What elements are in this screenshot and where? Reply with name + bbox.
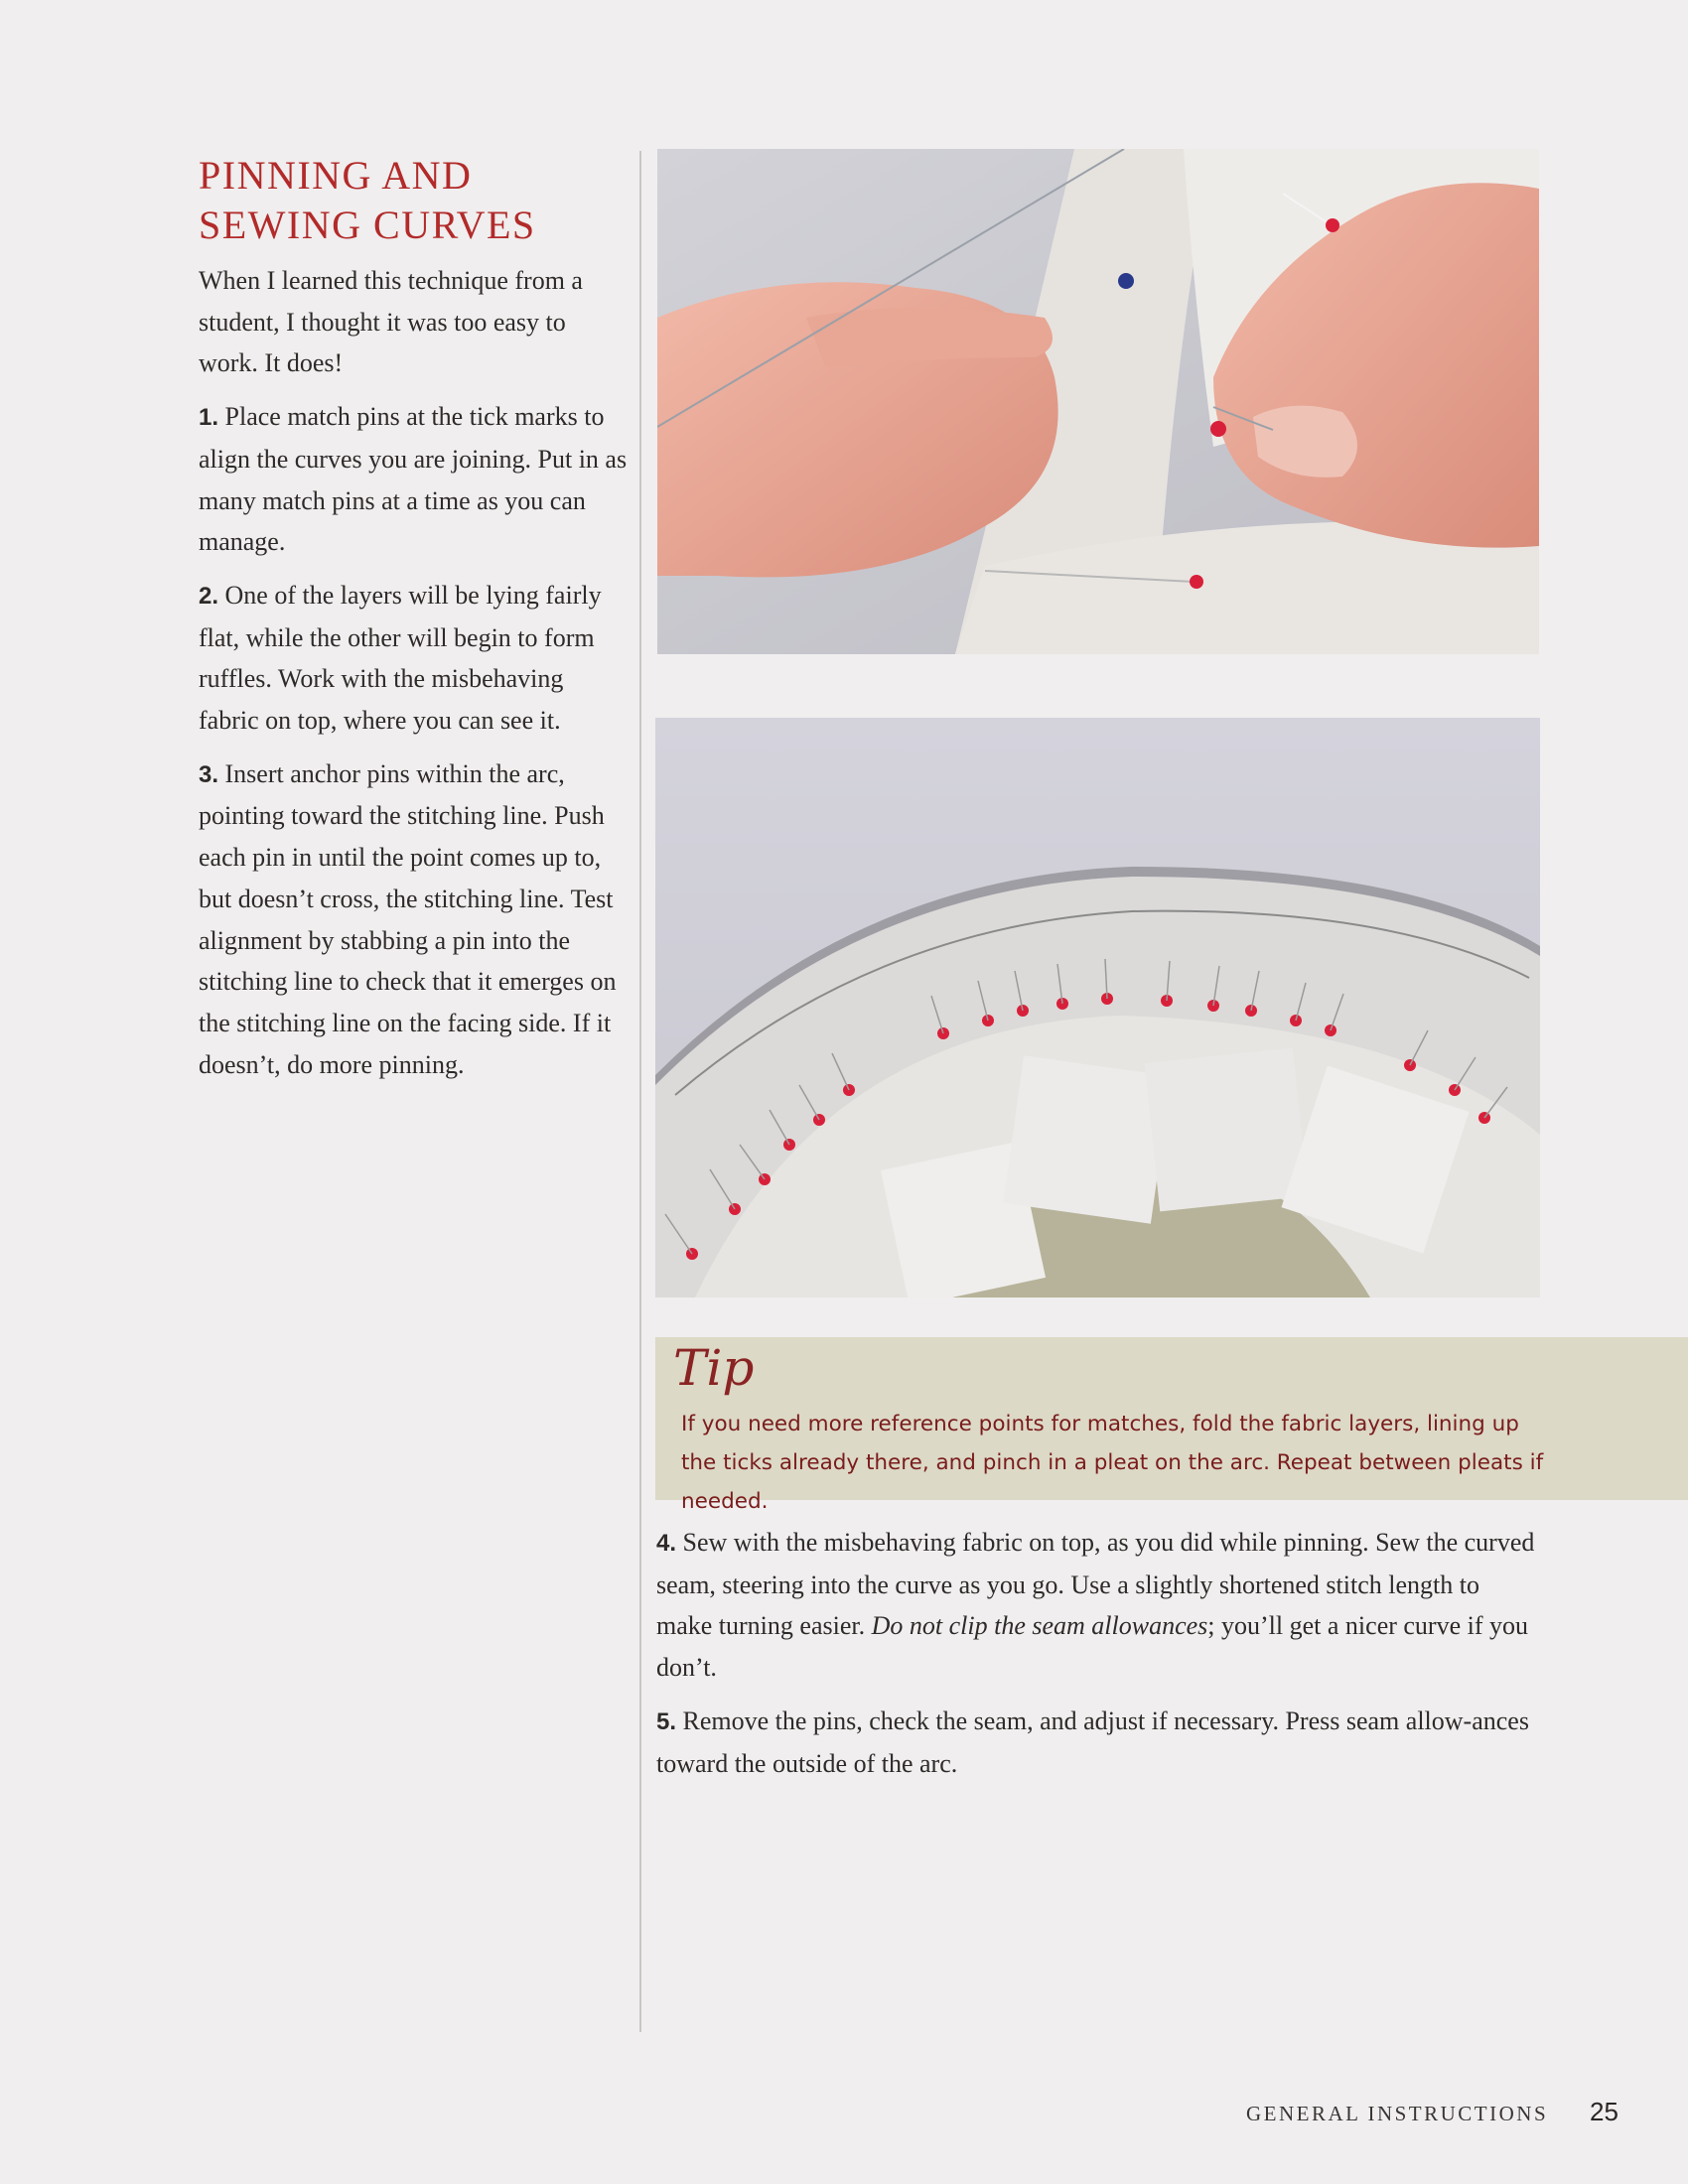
step-number: 4.: [656, 1530, 677, 1557]
step-number: 1.: [199, 404, 219, 432]
step-4: [656, 1522, 1540, 1689]
step-text: Place match pins at the tick marks to align the curves you are joining. Put in as many match pins at a time as you can manage.: [199, 402, 628, 557]
tip-box: [655, 1337, 1688, 1514]
heading-line-1: PINNING AND: [199, 153, 473, 198]
step-number: 3.: [199, 760, 219, 788]
right-column: [656, 1522, 1540, 1796]
step-5: [656, 1701, 1540, 1784]
step-1: [199, 396, 628, 563]
step-number: 5.: [656, 1707, 677, 1735]
step-number: 2.: [199, 582, 219, 610]
heading-line-2: SEWING CURVES: [199, 203, 536, 247]
tip-title: Tip: [673, 1339, 755, 1397]
running-footer: GENERAL INSTRUCTIONS: [1246, 2102, 1549, 2125]
step-text: Remove the pins, check the seam, and adjust if necessary. Press seam allow-ances toward the outside of the arc.: [656, 1706, 1529, 1778]
photo-pinned-arc: [655, 718, 1540, 1297]
column-divider: [639, 151, 641, 2032]
step-2: [199, 575, 628, 742]
step-text: Insert anchor pins within the arc, pointing toward the stitching line. Push each pin in until the point comes up to, but doesn’t cross, the stitching line. Test alignment by stabbing a pin into the stitching line to check that it emerges on the stitching line on the facing side. If it doesn’t, do more pinning.: [199, 758, 617, 1079]
step-text: One of the layers will be lying fairly flat, while the other will begin to form ruffles. Work with the misbehaving fabric on top, where you can see it.: [199, 580, 602, 736]
section-heading: [199, 151, 616, 250]
step-text: Sew with the misbehaving fabric on top, as you did while pinning. Sew the curved seam, steering into the curve as you go. Use a slightly shortened stitch length to make turning easier.: [656, 1528, 1535, 1641]
photo-hands-pinning: [657, 149, 1539, 654]
page-number: 25: [1590, 2097, 1618, 2126]
tip-text: If you need more reference points for matches, fold the fabric layers, lining up the ticks already there, and pinch in a pleat on the arc. Repeat between pleats if needed.: [681, 1412, 1544, 1514]
left-column: [199, 260, 628, 1097]
step-emphasis: Do not clip the seam allowances: [871, 1611, 1208, 1641]
step-text-after: ; you’ll get a nicer curve if you don’t.: [656, 1611, 1529, 1683]
intro-paragraph: When I learned this technique from a student, I thought it was too easy to work. It does!: [199, 266, 583, 378]
step-3: [199, 753, 628, 1086]
